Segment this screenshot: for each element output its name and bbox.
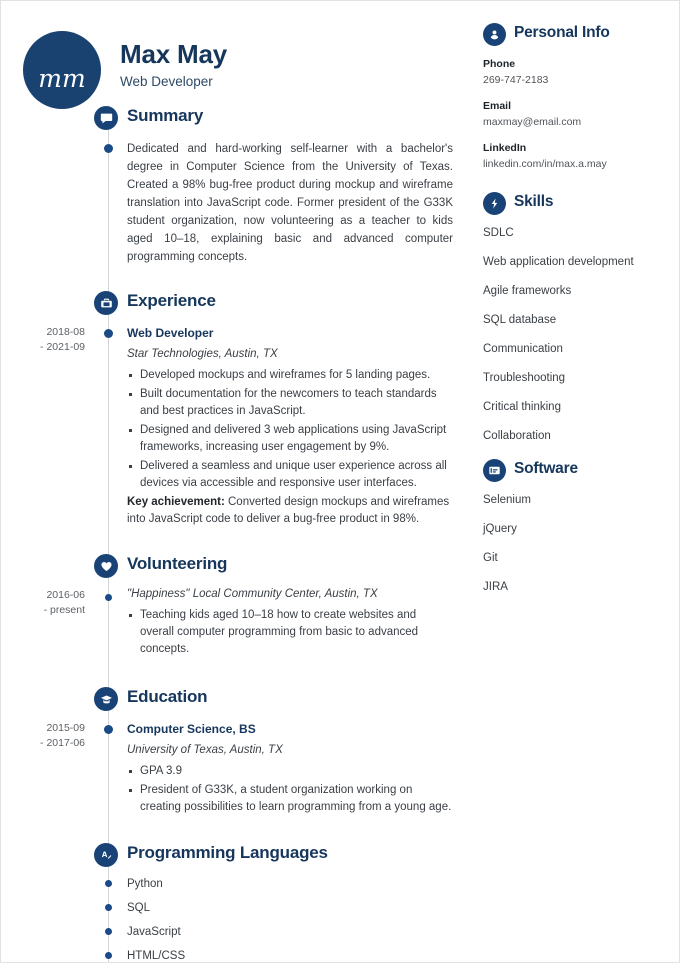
timeline-dot [105, 952, 112, 959]
timeline-dot [105, 904, 112, 911]
programming-language-item [15, 949, 455, 963]
skills-title: Skills [514, 193, 554, 210]
software-title: Software [514, 460, 578, 477]
summary-header [15, 105, 455, 135]
experience-date-start: 2018-08 [46, 326, 85, 338]
experience-date-end: - 2021-09 [40, 341, 85, 353]
education-bullets [127, 763, 453, 816]
list-item: Delivered a seamless and unique user experience across all devices via accessible and responsive user interfaces. [127, 458, 453, 492]
volunteering-bullets [127, 607, 453, 658]
education-content [127, 721, 455, 816]
sidebar-section-skills [475, 192, 667, 443]
list-item: Built documentation for the newcomers to teach standards and best practices in JavaScript. [127, 386, 453, 420]
summary-text: Dedicated and hard-working self-learner with a bachelor's degree in Computer Science from the University of Texas. Created a 98% bug-free product during mockup and wireframe translation into JavaScript code. Former president of the G33K student organization, now volunteering as a teacher to kids aged 10–18, explaining basic and advanced computer programming concepts. [127, 143, 453, 263]
volunteering-date-start: 2016-06 [46, 589, 85, 601]
education-dates [15, 721, 95, 751]
volunteering-dates [15, 588, 95, 618]
timeline-dot [104, 144, 113, 153]
briefcase-icon [94, 291, 118, 315]
skill-item: Collaboration [483, 430, 551, 442]
list-item: Designed and delivered 3 web applications using JavaScript frameworks, increasing user engagement by 9%. [127, 422, 453, 456]
speech-bubble-icon [94, 106, 118, 130]
volunteering-date-end: - present [43, 604, 85, 616]
experience-title: Experience [127, 291, 216, 310]
education-entry [15, 721, 455, 816]
experience-company: Star Technologies, Austin, TX [127, 348, 278, 360]
name-block [120, 41, 227, 89]
avatar: mm [23, 31, 101, 109]
sidebar [467, 1, 680, 963]
skill-item: Web application development [483, 256, 634, 268]
volunteering-content [127, 588, 455, 658]
summary-title: Summary [127, 106, 204, 125]
email-label: Email [483, 100, 512, 112]
phone-label: Phone [483, 58, 516, 70]
personal-info-header [475, 23, 667, 49]
education-date-end: - 2017-06 [40, 737, 85, 749]
timeline-dot [104, 725, 113, 734]
experience-key-achievement [127, 494, 453, 528]
timeline-dot [105, 880, 112, 887]
skill-item: SDLC [483, 227, 514, 239]
linkedin-value[interactable]: linkedin.com/in/max.a.may [483, 158, 607, 170]
section-education [15, 686, 455, 816]
summary-row [15, 140, 455, 266]
programming-language-label: HTML/CSS [127, 950, 186, 962]
list-item: Teaching kids aged 10–18 how to create websites and overall computer programming from basic to advanced concepts. [127, 607, 453, 658]
programming-language-item [15, 877, 455, 901]
programming-languages-title: Programming Languages [127, 843, 328, 862]
personal-info-linkedin [475, 141, 667, 172]
education-header [15, 686, 455, 716]
skill-item: Agile frameworks [483, 285, 572, 297]
lightning-bolt-icon [483, 192, 506, 215]
app-window-icon [483, 459, 506, 482]
software-header [475, 459, 667, 485]
list-item: GPA 3.9 [127, 763, 453, 780]
skill-item: Communication [483, 343, 563, 355]
list-item: President of G33K, a student organization working on creating possibilities to learn programming from a young age. [127, 782, 453, 816]
timeline [15, 105, 455, 963]
summary-content [127, 140, 455, 266]
linkedin-label: LinkedIn [483, 142, 527, 154]
experience-bullets [127, 367, 453, 492]
sidebar-section-software [475, 459, 667, 594]
main-column [1, 1, 467, 963]
email-value[interactable]: maxmay@email.com [483, 116, 582, 128]
timeline-dot [105, 928, 112, 935]
experience-dates [15, 325, 95, 355]
personal-info-title: Personal Info [514, 24, 610, 41]
timeline-dot [104, 329, 113, 338]
volunteering-header [15, 553, 455, 583]
personal-info-phone [475, 57, 667, 88]
section-summary [15, 105, 455, 266]
education-date-start: 2015-09 [46, 722, 85, 734]
programming-language-label: JavaScript [127, 926, 181, 938]
section-volunteering [15, 553, 455, 658]
person-icon [483, 23, 506, 46]
phone-value[interactable]: 269-747-2183 [483, 74, 549, 86]
personal-info-email [475, 99, 667, 130]
sidebar-section-personal-info [475, 23, 667, 172]
software-item: jQuery [483, 523, 517, 535]
software-item: Selenium [483, 494, 531, 506]
programming-language-item [15, 925, 455, 949]
section-programming-languages [15, 842, 455, 963]
resume-header [15, 19, 455, 105]
experience-content [127, 325, 455, 528]
programming-language-label: SQL [127, 902, 151, 914]
list-item: Developed mockups and wireframes for 5 landing pages. [127, 367, 453, 384]
timeline-dot [105, 594, 112, 601]
graduation-cap-icon [94, 687, 118, 711]
section-experience [15, 290, 455, 528]
candidate-name: Max May [120, 39, 227, 69]
key-achievement-text: Converted design mockups and wireframes into JavaScript code to deliver a bug-free product in 98%. [127, 496, 450, 525]
programming-language-item [15, 901, 455, 925]
skill-item: Critical thinking [483, 401, 561, 413]
volunteering-organization: "Happiness" Local Community Center, Austin, TX [127, 588, 378, 600]
experience-role: Web Developer [127, 326, 214, 340]
software-item: Git [483, 552, 498, 564]
candidate-job-title: Web Developer [120, 74, 213, 90]
programming-languages-header [15, 842, 455, 872]
software-item: JIRA [483, 581, 508, 593]
skills-header [475, 192, 667, 218]
experience-entry [15, 325, 455, 528]
key-achievement-label: Key achievement: [127, 496, 225, 508]
volunteering-title: Volunteering [127, 554, 228, 573]
education-degree: Computer Science, BS [127, 722, 256, 736]
experience-header [15, 290, 455, 320]
programming-language-label: Python [127, 878, 163, 890]
education-school: University of Texas, Austin, TX [127, 744, 283, 756]
volunteering-entry [15, 588, 455, 658]
skill-item: SQL database [483, 314, 557, 326]
language-code-icon [94, 843, 118, 867]
skill-item: Troubleshooting [483, 372, 566, 384]
heart-icon [94, 554, 118, 578]
education-title: Education [127, 687, 208, 706]
